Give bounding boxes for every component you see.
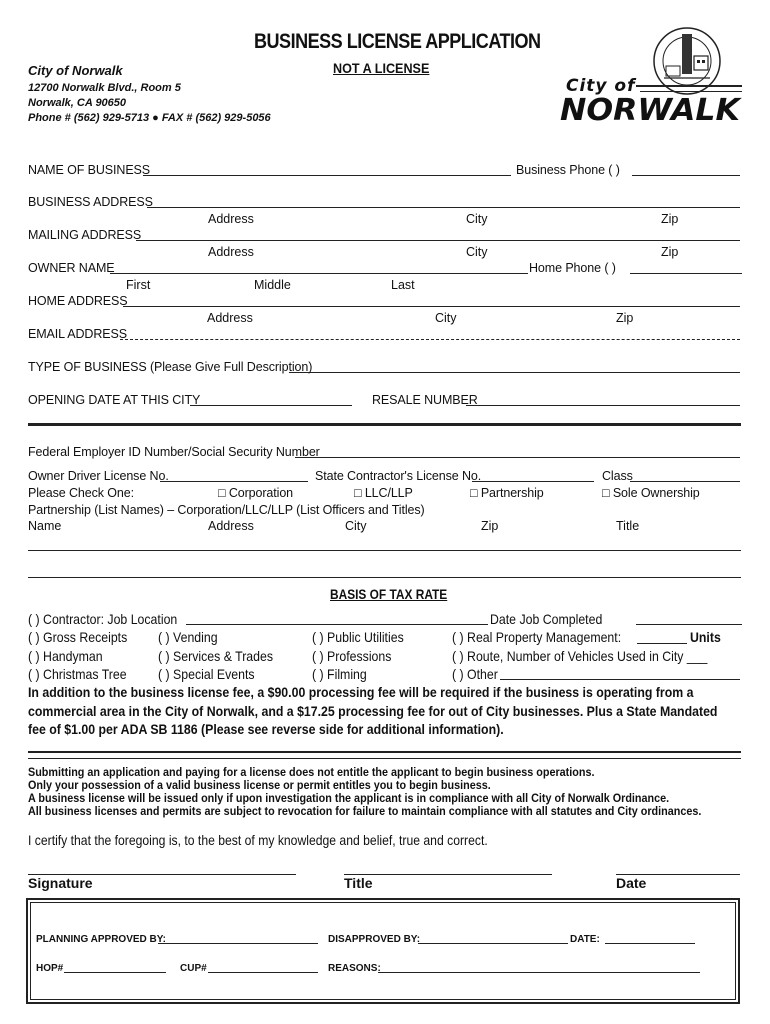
units-field[interactable] bbox=[637, 643, 687, 644]
name-of-business-label: NAME OF BUSINESS bbox=[28, 163, 151, 177]
form-title: BUSINESS LICENSE APPLICATION bbox=[254, 30, 541, 53]
not-a-license: NOT A LICENSE bbox=[333, 60, 430, 76]
office-address-line-2: Norwalk, CA 90650 bbox=[28, 97, 127, 109]
business-address-field[interactable] bbox=[147, 207, 740, 208]
fein-field[interactable] bbox=[295, 457, 740, 458]
basis-of-tax-heading: BASIS OF TAX RATE bbox=[330, 586, 448, 602]
resale-number-label: RESALE NUMBER bbox=[372, 393, 478, 407]
business-phone-field[interactable] bbox=[632, 175, 740, 176]
class-field[interactable] bbox=[630, 481, 740, 482]
real-property-option[interactable]: ( ) Real Property Management: bbox=[452, 629, 622, 645]
section-divider-1 bbox=[28, 423, 741, 426]
notice-line-3: A business license will be issued only if upon investigation the applicant is in compliance with all City of Norwalk Ordinance. bbox=[28, 791, 670, 805]
professions-option[interactable]: ( ) Professions bbox=[312, 648, 392, 664]
job-location-field[interactable] bbox=[186, 624, 488, 625]
home-address-field[interactable] bbox=[123, 306, 740, 307]
gross-receipts-option[interactable]: ( ) Gross Receipts bbox=[28, 629, 128, 645]
owner-name-field[interactable] bbox=[110, 273, 528, 274]
section-divider-2 bbox=[28, 751, 741, 753]
opening-date-field[interactable] bbox=[190, 405, 352, 406]
notice-line-2: Only your possession of a valid business license or permit entitles you to begin business. bbox=[28, 778, 491, 792]
office-phone-fax: Phone # (562) 929-5713 ● FAX # (562) 929-5056 bbox=[28, 112, 271, 124]
filming-option[interactable]: ( ) Filming bbox=[312, 666, 367, 682]
resale-number-field[interactable] bbox=[466, 405, 740, 406]
email-address-field[interactable] bbox=[120, 339, 740, 340]
mailing-address-field[interactable] bbox=[136, 240, 740, 241]
partnership-list-label: Partnership (List Names) – Corporation/LLC/LLP (List Officers and Titles) bbox=[28, 503, 425, 517]
special-events-option[interactable]: ( ) Special Events bbox=[158, 666, 255, 682]
logo-city-of: City of bbox=[566, 76, 636, 96]
units-label: Units bbox=[690, 629, 721, 645]
business-address-sublabel: Address bbox=[208, 212, 254, 226]
sole-ownership-checkbox[interactable]: □ Sole Ownership bbox=[602, 486, 700, 500]
services-trades-option[interactable]: ( ) Services & Trades bbox=[158, 648, 274, 664]
logo-norwalk: NORWALK bbox=[560, 93, 740, 128]
type-of-business-label: TYPE OF BUSINESS (Please Give Full Description) bbox=[28, 360, 313, 374]
home-zip-sublabel: Zip bbox=[616, 311, 634, 325]
partnership-checkbox[interactable]: □ Partnership bbox=[470, 486, 544, 500]
partner-address-sublabel: Address bbox=[208, 519, 254, 533]
other-option[interactable]: ( ) Other bbox=[452, 666, 498, 682]
contractor-job-location[interactable]: ( ) Contractor: Job Location bbox=[28, 611, 178, 627]
home-phone-field[interactable] bbox=[630, 273, 742, 274]
section-divider-3 bbox=[28, 758, 741, 759]
type-of-business-field[interactable] bbox=[289, 372, 740, 373]
mailing-city-sublabel: City bbox=[466, 245, 488, 259]
reasons-field[interactable] bbox=[378, 972, 700, 973]
notice-line-4: All business licenses and permits are subject to revocation for failure to maintain compliance with all statutes and City ordinances. bbox=[28, 804, 702, 818]
reasons-label: REASONS: bbox=[328, 963, 381, 974]
business-zip-sublabel: Zip bbox=[661, 212, 679, 226]
office-use-box-inner bbox=[30, 902, 736, 1000]
home-phone-label: Home Phone ( ) bbox=[529, 261, 616, 275]
disapproved-field[interactable] bbox=[418, 943, 568, 944]
business-city-sublabel: City bbox=[466, 212, 488, 226]
date-job-completed-label: Date Job Completed bbox=[490, 611, 603, 627]
fein-label: Federal Employer ID Number/Social Security Number bbox=[28, 445, 320, 459]
planning-approved-field[interactable] bbox=[158, 943, 318, 944]
other-field[interactable] bbox=[500, 679, 740, 680]
partner-city-sublabel: City bbox=[345, 519, 367, 533]
disapproved-label: DISAPPROVED BY: bbox=[328, 934, 421, 945]
driver-license-field[interactable] bbox=[160, 481, 308, 482]
city-name: City of Norwalk bbox=[28, 63, 123, 78]
home-address-label: HOME ADDRESS bbox=[28, 294, 128, 308]
owner-first-sublabel: First bbox=[126, 278, 151, 292]
partner-row-2-field[interactable] bbox=[28, 577, 741, 578]
fee-line-1: In addition to the business license fee, a $90.00 processing fee will be required if the business is operating from a bbox=[28, 684, 694, 700]
partner-zip-sublabel: Zip bbox=[481, 519, 499, 533]
class-label: Class bbox=[602, 469, 633, 483]
partner-row-1-field[interactable] bbox=[28, 550, 741, 551]
mailing-address-sublabel: Address bbox=[208, 245, 254, 259]
opening-date-label: OPENING DATE AT THIS CITY bbox=[28, 393, 201, 407]
mailing-address-label: MAILING ADDRESS bbox=[28, 228, 142, 242]
owner-last-sublabel: Last bbox=[391, 278, 415, 292]
owner-middle-sublabel: Middle bbox=[254, 278, 291, 292]
public-utilities-option[interactable]: ( ) Public Utilities bbox=[312, 629, 404, 645]
home-city-sublabel: City bbox=[435, 311, 457, 325]
date-job-completed-field[interactable] bbox=[636, 624, 742, 625]
office-address-line-1: 12700 Norwalk Blvd., Room 5 bbox=[28, 82, 181, 94]
handyman-option[interactable]: ( ) Handyman bbox=[28, 648, 103, 664]
office-date-field[interactable] bbox=[605, 943, 695, 944]
date-label: Date bbox=[616, 875, 647, 891]
signature-label: Signature bbox=[28, 875, 93, 891]
vending-option[interactable]: ( ) Vending bbox=[158, 629, 218, 645]
christmas-tree-option[interactable]: ( ) Christmas Tree bbox=[28, 666, 127, 682]
name-of-business-field[interactable] bbox=[143, 175, 511, 176]
partner-name-sublabel: Name bbox=[28, 519, 62, 533]
business-phone-label: Business Phone ( ) bbox=[516, 163, 620, 177]
office-date-label: DATE: bbox=[570, 934, 600, 945]
home-address-sublabel: Address bbox=[207, 311, 253, 325]
title-label: Title bbox=[344, 875, 373, 891]
hop-field[interactable] bbox=[64, 972, 166, 973]
fee-line-2: commercial area in the City of Norwalk, and a $17.25 processing fee for out of City businesses. Plus a State Mandated bbox=[28, 703, 718, 719]
driver-license-label: Owner Driver License No. bbox=[28, 469, 169, 483]
hop-label: HOP# bbox=[36, 963, 64, 974]
title-field[interactable] bbox=[344, 874, 552, 875]
fee-line-3: fee of $1.00 per ADA SB 1186 (Please see reverse side for additional information). bbox=[28, 721, 504, 737]
partner-title-sublabel: Title bbox=[616, 519, 640, 533]
mailing-zip-sublabel: Zip bbox=[661, 245, 679, 259]
owner-name-label: OWNER NAME bbox=[28, 261, 115, 275]
notice-line-1: Submitting an application and paying for a license does not entitle the applicant to begin business operations. bbox=[28, 765, 595, 779]
cup-field[interactable] bbox=[208, 972, 318, 973]
business-address-label: BUSINESS ADDRESS bbox=[28, 195, 153, 209]
corporation-checkbox[interactable]: □ Corporation bbox=[218, 486, 294, 500]
route-vehicles-option[interactable]: ( ) Route, Number of Vehicles Used in City ___ bbox=[452, 648, 708, 664]
email-address-label: EMAIL ADDRESS bbox=[28, 327, 127, 341]
contractor-license-label: State Contractor's License No. bbox=[315, 469, 482, 483]
contractor-license-field[interactable] bbox=[472, 481, 594, 482]
llc-llp-checkbox[interactable]: □ LLC/LLP bbox=[354, 486, 413, 500]
certify-statement: I certify that the foregoing is, to the best of my knowledge and belief, true and correct. bbox=[28, 832, 488, 848]
cup-label: CUP# bbox=[180, 963, 207, 974]
planning-approved-label: PLANNING APPROVED BY: bbox=[36, 934, 167, 945]
please-check-label: Please Check One: bbox=[28, 486, 134, 500]
city-logo-icon bbox=[560, 76, 744, 126]
